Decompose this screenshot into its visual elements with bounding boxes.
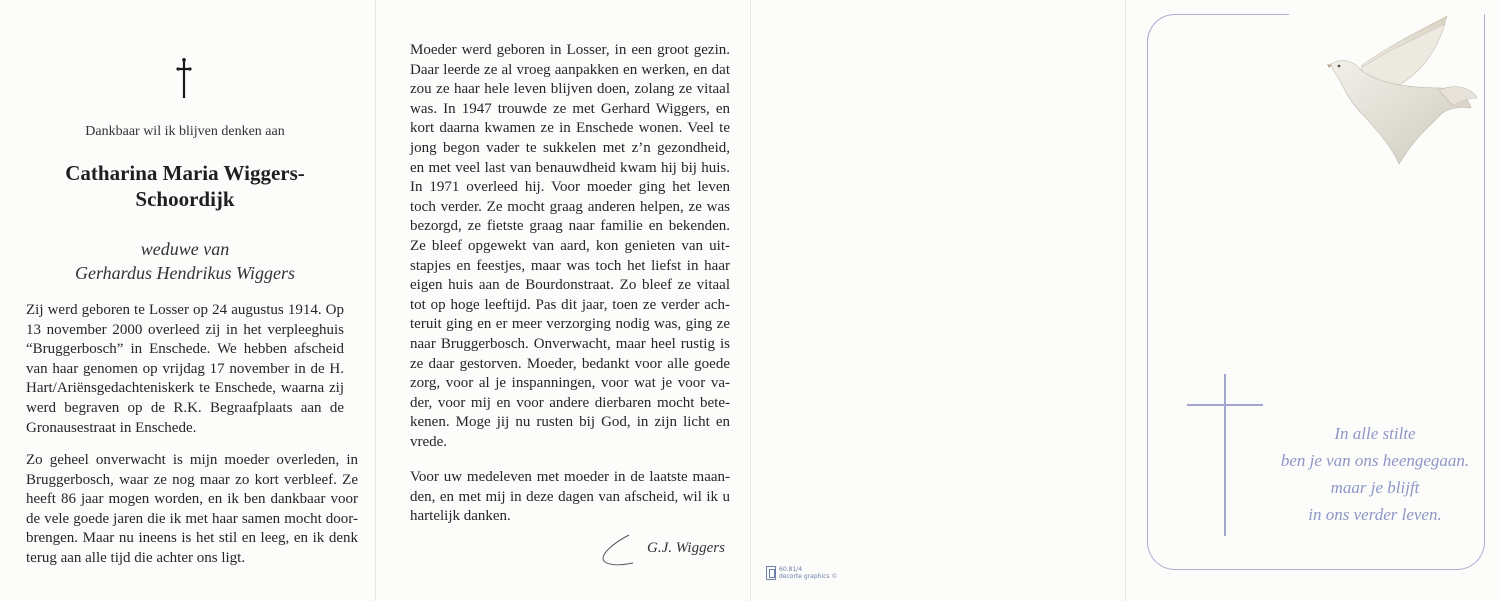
text-line: werd begraven op de R.K. Begraafplaats aan de [26, 399, 344, 416]
text-line: Ze bleef opgewekt van aard, kon genieten van uit- [410, 237, 730, 254]
panel-center-right [750, 0, 1125, 601]
thanks-paragraph [410, 468, 730, 527]
signature: G.J. Wiggers [647, 540, 725, 556]
text-line: den, en met mij in deze dagen van afscheid, wil ik u [410, 488, 730, 505]
dove-icon [1321, 14, 1481, 174]
text-line: terug aan alle tijd die achter ons ligt. [26, 549, 246, 566]
text-line: Zij werd geboren te Losser op 24 augustus 1914. Op [26, 302, 344, 318]
cross-icon [1185, 374, 1265, 536]
printer-logo-icon [766, 566, 776, 580]
text-line: der, voor mij en voor andere dierbaren mocht bete- [410, 394, 730, 411]
text-line: Voor uw medeleven met moeder in de laatste maan- [410, 469, 730, 485]
frame-corner [1147, 14, 1175, 42]
text-line: vrede. [410, 433, 448, 450]
poem-line: ben je van ons heengegaan. [1280, 451, 1470, 470]
widow-of [20, 237, 350, 285]
biography-paragraph [26, 301, 344, 438]
name-line: Schoordijk [135, 187, 235, 211]
text-line: tot op hoge leeftijd. Pas dit jaar, toen ze verder ach- [410, 296, 730, 313]
printer-name: decorte graphics © [779, 573, 838, 580]
text-line: stapjes en feestjes, maar was toch het liefst in haar [410, 257, 730, 274]
text-line: ze daar gestorven. Moeder, bedankt voor alle goede [410, 355, 730, 372]
text-line: kenen. Moge jij nu rusten bij God, in zijn licht en [410, 414, 730, 431]
text-line: jong begon vader te sukkelen met z’n gezondheid, [410, 139, 730, 156]
text-line: “Bruggerbosch” in Enschede. We hebben afscheid [26, 341, 344, 358]
poem-line: In alle stilte [1334, 424, 1416, 443]
life-story-paragraph [410, 41, 730, 452]
deceased-name [20, 160, 350, 212]
cross-icon [176, 56, 192, 100]
text-line: teruit ging en er meer verzorging nodig was, ging ze [410, 316, 730, 333]
printer-code: 60.81/4 [779, 566, 803, 573]
name-line: Catharina Maria Wiggers- [65, 161, 305, 185]
text-line: brengen. Maar nu ineens is het stil en leeg, en ik denk [26, 530, 358, 547]
panel-left [0, 0, 375, 601]
signature-flourish [593, 532, 635, 568]
reflection-paragraph [26, 451, 358, 569]
poem-line: maar je blijft [1330, 478, 1420, 497]
poem-line: in ons verder leven. [1308, 505, 1442, 524]
text-line: bezorgd, ze fietste graag naar familie en bekenden. [410, 218, 730, 235]
text-line: Moeder werd geboren in Losser, in een groot gezin. [410, 42, 730, 58]
text-line: toch verder. Ze mocht graag anderen helpen, ze was [410, 198, 730, 215]
text-line: Daar leerde ze al vroeg aanpakken en werken, en dat [410, 61, 730, 78]
text-line: Zo geheel onverwacht is mijn moeder overleden, in [26, 452, 358, 468]
spouse-name: Gerhardus Hendrikus Wiggers [75, 263, 295, 283]
text-line: zorg, voor al je inspanningen, voor wat je voor va- [410, 375, 730, 392]
text-line: van haar genomen op vrijdag 17 november in de H. [26, 360, 344, 377]
text-line: naar Bruggerbosch. Onverwacht, maar heel rustig is [410, 335, 730, 352]
widow-line: weduwe van [140, 239, 230, 259]
intro-text: Dankbaar wil ik blijven denken aan [85, 124, 285, 139]
poem [1265, 420, 1485, 528]
text-line: Gronausestraat in Enschede. [26, 419, 197, 436]
text-line: kort daarna kwamen ze in Enschede wonen. Veel te [410, 120, 730, 137]
text-line: In 1971 overleed hij. Voor moeder ging het leven [410, 179, 730, 196]
panel-cover [1125, 0, 1500, 601]
text-line: hartelijk danken. [410, 508, 511, 525]
text-line: zou ze haar hele leven blijven doen, zolang ze vitaal [410, 81, 730, 98]
printer-mark [766, 566, 837, 580]
panel-center-left [375, 0, 750, 601]
text-line: Bruggerbosch, waar ze nog maar zo kort verbleef. Ze [26, 471, 358, 488]
text-line: en met veel last van benauwdheid kwam hij bij huis. [410, 159, 730, 176]
text-line: de vele goede jaren die ik met haar samen mocht door- [26, 510, 358, 527]
text-line: was. In 1947 trouwde ze met Gerhard Wiggers, en [410, 100, 730, 117]
frame-top-edge [1173, 14, 1289, 15]
text-line: 13 november 2000 overleed zij in het verpleeghuis [26, 321, 344, 338]
text-line: Hart/Ariënsgedachteniskerk te Enschede, waarna zij [26, 380, 344, 397]
text-line: heeft 86 jaar mogen worden, en ik ben dankbaar voor [26, 491, 358, 508]
text-line: eigen huis aan de Bourdonstraat. Zo bleef ze vitaal [410, 277, 730, 294]
